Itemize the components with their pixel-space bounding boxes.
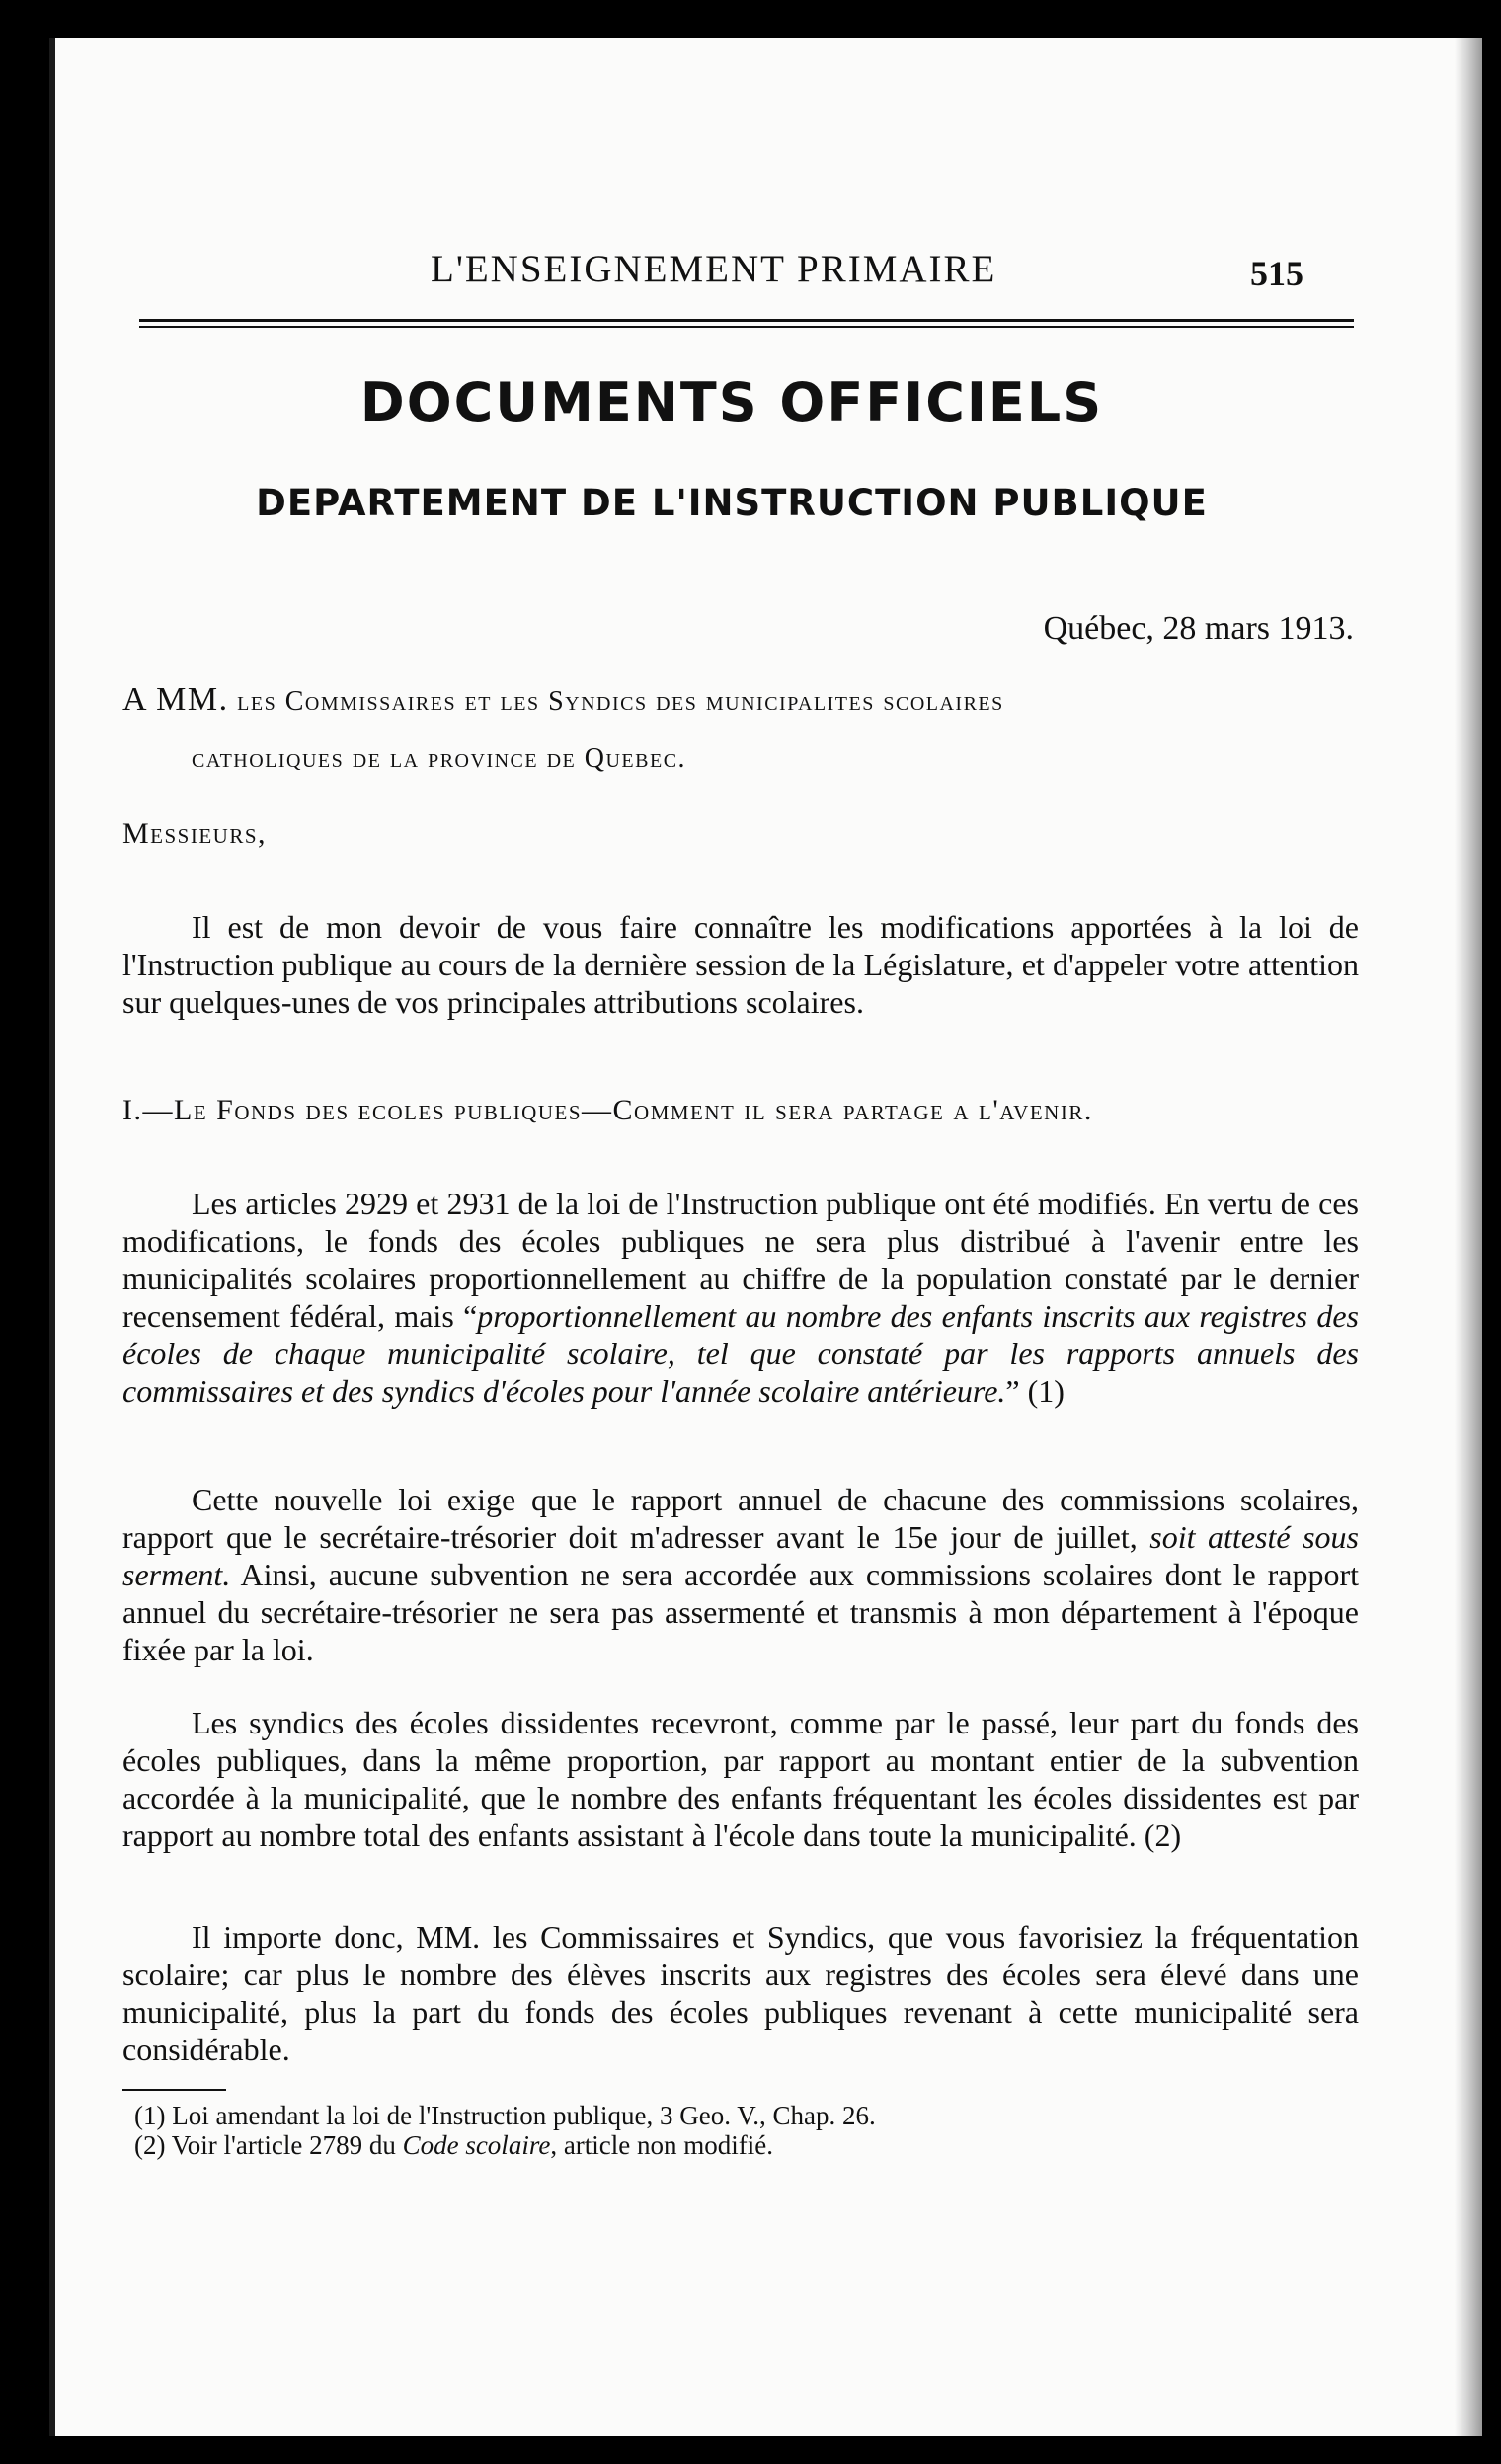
footnote-2-text-c: , article non modifié. bbox=[550, 2130, 773, 2160]
document-title: DOCUMENTS OFFICIELS bbox=[359, 371, 1104, 433]
page-header bbox=[55, 247, 1339, 306]
paragraph-intro: Il est de mon devoir de vous faire connaître les modifications apportées à la loi de l'Instruction publique au cours de la dernière session de la Législature, et d'appeler votre attention sur quelques-unes de vos principales attributions scolaires. bbox=[122, 909, 1359, 1020]
para2-quote: proportionnellement au nombre des enfants inscrits aux registres des écoles de chaque municipalité scolaire, tel que constaté par les rapports annuels des commissaires et des syndics d'écoles pour l'année scolaire antérieure. bbox=[122, 1298, 1360, 1409]
footnote-2-italic: Code scolaire bbox=[402, 2130, 551, 2160]
footnotes bbox=[134, 2101, 876, 2160]
footnote-2 bbox=[134, 2130, 876, 2160]
address-line-1: les Commissaires et les Syndics des municipalites scolaires bbox=[237, 686, 1004, 717]
document-page bbox=[49, 38, 1482, 2436]
letter-address bbox=[122, 671, 1357, 788]
section-heading-1: I.—Le Fonds des ecoles publiques—Comment il sera partage a l'avenir. bbox=[122, 1094, 1093, 1126]
header-rule-top bbox=[139, 319, 1354, 322]
running-head: L'ENSEIGNEMENT PRIMAIRE bbox=[431, 248, 997, 290]
para2-text-c: ” (1) bbox=[1005, 1373, 1065, 1409]
footnote-1: (1) Loi amendant la loi de l'Instruction publique, 3 Geo. V., Chap. 26. bbox=[134, 2101, 876, 2130]
para3-text-a: Cette nouvelle loi exige que le rapport annuel de chacune des commissions scolaires, rapport que le secrétaire-trésorier doit m'adresser avant le 15e jour de juillet, bbox=[122, 1482, 1359, 1555]
paragraph-attendance: Il importe donc, MM. les Commissaires et Syndics, que vous favorisiez la fréquentation scolaire; car plus le nombre des élèves inscrits aux registres des écoles sera élevé dans une municipalité, plus la part du fonds des écoles publiques revenant à cette municipalité sera considérable. bbox=[122, 1919, 1359, 2067]
salutation: Messieurs, bbox=[122, 817, 268, 850]
para2-text-a: Les articles 2929 et 2931 de la loi de l'Instruction publique ont été modifiés. En vertu de ces modifications, le fonds des écoles publiques ne sera plus distribué à l'avenir entre les municipalités scolaires proportionnellement au chiffre de la population constaté par le dernier recensement fédéral, mais “ bbox=[122, 1186, 1359, 1334]
page-edge-shadow bbox=[1455, 38, 1482, 2436]
para3-text-c: Ainsi, aucune subvention ne sera accordée aux commissions scolaires dont le rapport annuel du secrétaire-trésorier ne sera pas assermenté et transmis à mon département à l'époque fixée par la loi. bbox=[122, 1557, 1359, 1667]
paragraph-articles bbox=[122, 1185, 1359, 1410]
page-number: 515 bbox=[1250, 254, 1304, 293]
para3-emphasis: soit attesté sous serment. bbox=[122, 1519, 1360, 1592]
paragraph-syndics: Les syndics des écoles dissidentes recevront, comme par le passé, leur part du fonds des écoles publiques, dans la même proportion, par rapport au montant entier de la subvention accordée à la municipalité, que le nombre des enfants fréquentant les écoles dissidentes est par rapport au nombre total des enfants assistant à l'école dans toute la municipalité. (2) bbox=[122, 1705, 1359, 1853]
address-prefix: A MM. bbox=[122, 681, 229, 718]
footnote-rule bbox=[122, 2089, 226, 2091]
header-rule-bottom bbox=[139, 326, 1354, 328]
paragraph-new-law bbox=[122, 1481, 1359, 1668]
letter-date: Québec, 28 mars 1913. bbox=[1043, 610, 1354, 647]
address-line-2: catholiques de la province de Quebec. bbox=[192, 743, 687, 774]
footnote-2-text-a: (2) Voir l'article 2789 du bbox=[134, 2130, 403, 2160]
department-title: DEPARTEMENT DE L'INSTRUCTION PUBLIQUE bbox=[256, 482, 1208, 524]
